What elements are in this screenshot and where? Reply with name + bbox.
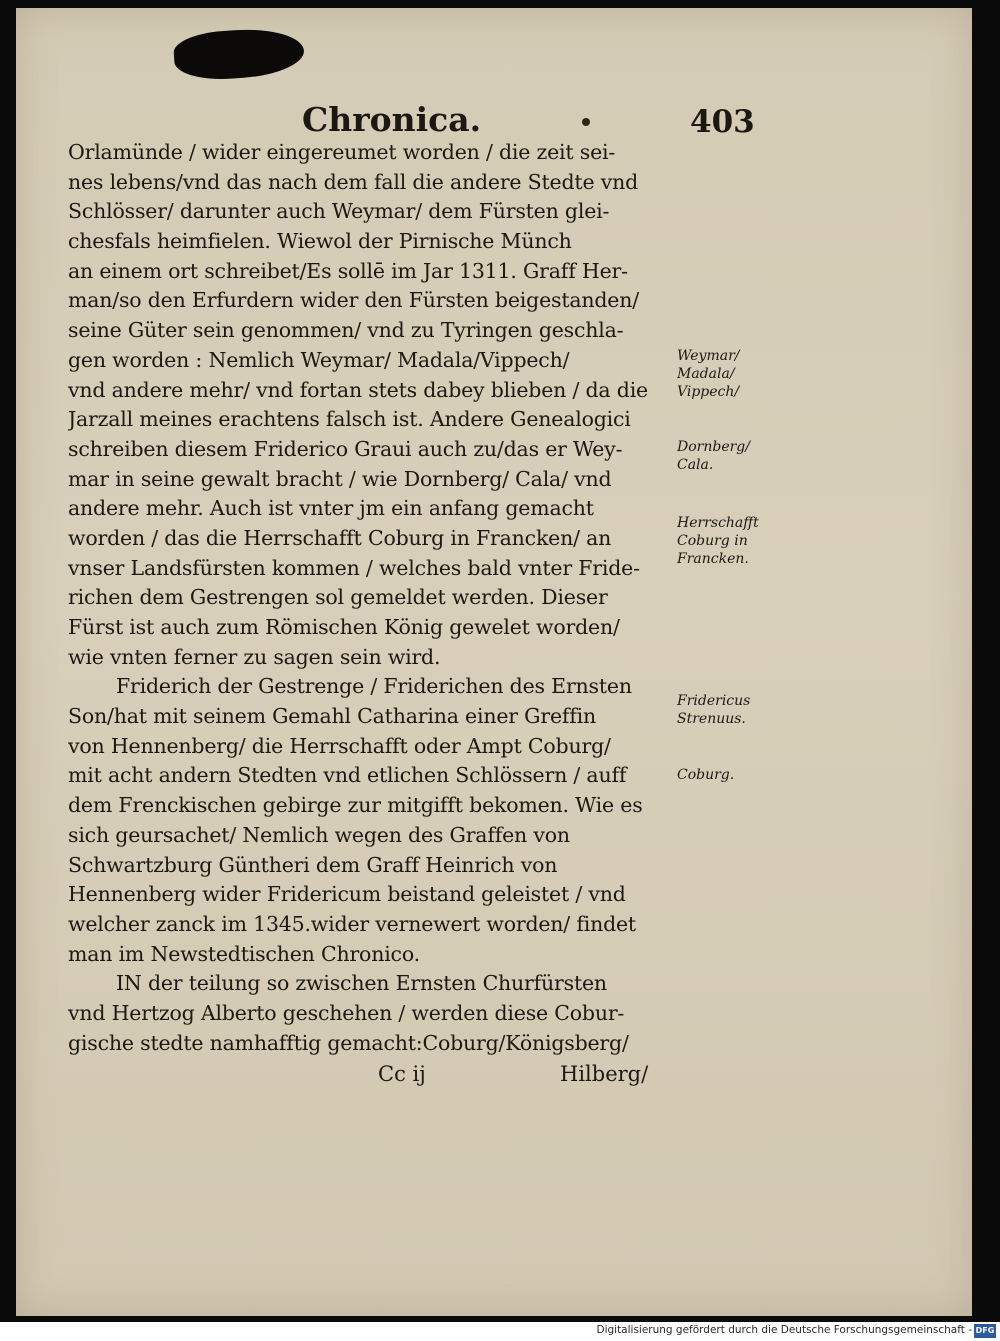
marginal-note-line: Dornberg/ [677,439,750,455]
ink-blot [172,26,305,83]
marginal-note-line: Vippech/ [677,384,740,400]
text-line: schreiben diesem Friderico Graui auch zu/das er Wey- [68,436,623,461]
text-line: mit acht andern Stedten vnd etlichen Schlössern / auff [68,763,627,788]
running-title: Chronica. [302,100,482,139]
text-line: nes lebens/vnd das nach dem fall die andere Stedte vnd [68,169,639,194]
marginal-note-line: Cala. [677,457,714,473]
text-line: vnd andere mehr/ vnd fortan stets dabey blieben / da die [68,377,648,402]
marginal-note-line: Coburg. [677,767,735,783]
text-line: dem Frenckischen gebirge zur mitgifft bekomen. Wie es [68,793,643,818]
marginal-note-line: Francken. [677,551,749,567]
text-line: Orlamünde / wider eingereumet worden / die zeit sei- [68,140,616,164]
text-line: man/so den Erfurdern wider den Fürsten beigestanden/ [68,288,639,313]
text-line: Jarzall meines erachtens falsch ist. Andere Genealogici [68,407,631,432]
text-line: welcher zanck im 1345.wider vernewert worden/ findet [68,911,636,936]
text-line: Fürst ist auch zum Römischen König gewelet worden/ [68,615,620,639]
marginal-note-line: Herrschafft [677,515,759,531]
marginal-note-line: Coburg in [677,533,748,549]
page-number: 403 [690,104,755,140]
marginal-note-line: Fridericus [677,693,751,709]
marginal-note [677,438,792,474]
text-line: Schwartzburg Güntheri dem Graff Heinrich von [68,852,558,877]
text-line: Schlösser/ darunter auch Weymar/ dem Fürsten glei- [68,199,610,224]
text-line: von Hennenberg/ die Herrschafft oder Ampt Coburg/ [68,733,611,758]
text-line: gen worden : Nemlich Weymar/ Madala/Vippech/ [68,347,570,372]
marginal-note-line: Strenuus. [677,711,746,727]
dfg-logo: DFG [974,1324,996,1338]
marginal-note-line: Madala/ [677,366,735,382]
text-line: Hennenberg wider Fridericum beistand geleistet / vnd [68,882,626,907]
text-line: mar in seine gewalt bracht / wie Dornberg/ Cala/ vnd [68,466,612,491]
text-line: man im Newstedtischen Chronico. [68,941,420,966]
text-line: andere mehr. Auch ist vnter jm ein anfang gemacht [68,496,594,521]
signature-mark: Cc ij [378,1062,426,1086]
text-line: vnser Landsfürsten kommen / welches bald vnter Fride- [68,555,640,580]
text-line: gische stedte namhafftig gemacht:Coburg/Königsberg/ [68,1030,629,1055]
funding-credit: Digitalisierung gefördert durch die Deutsche Forschungsgemeinschaft - [596,1324,972,1336]
marginal-note [677,766,792,784]
text-line: Friderich der Gestrenge / Friderichen des Ernsten [116,674,632,699]
text-line: worden / das die Herrschafft Coburg in Francken/ an [68,525,612,550]
text-line: chesfals heimfielen. Wiewol der Pirnische Münch [68,229,572,254]
marginal-note [677,514,792,568]
text-line: Son/hat mit seinem Gemahl Catharina einer Greffin [68,704,597,729]
footer-bar [0,1322,1000,1341]
text-line: seine Güter sein genommen/ vnd zu Tyringen geschla- [68,318,624,343]
text-line: vnd Hertzog Alberto geschehen / werden diese Cobur- [68,1000,625,1025]
marginal-note [677,692,792,728]
text-line: wie vnten ferner zu sagen sein wird. [68,644,441,669]
marginal-note-line: Weymar/ [677,348,740,364]
printer-dot [582,118,590,126]
text-line: richen dem Gestrengen sol gemeldet werden. Dieser [68,585,608,610]
text-line: sich geursachet/ Nemlich wegen des Graffen von [68,822,570,847]
marginal-note [677,347,792,401]
text-line: an einem ort schreibet/Es sollē im Jar 1311. Graff Her- [68,258,628,283]
text-line: IN der teilung so zwischen Ernsten Churfürsten [116,971,607,996]
catchword: Hilberg/ [560,1062,649,1086]
body-text [68,138,688,1058]
